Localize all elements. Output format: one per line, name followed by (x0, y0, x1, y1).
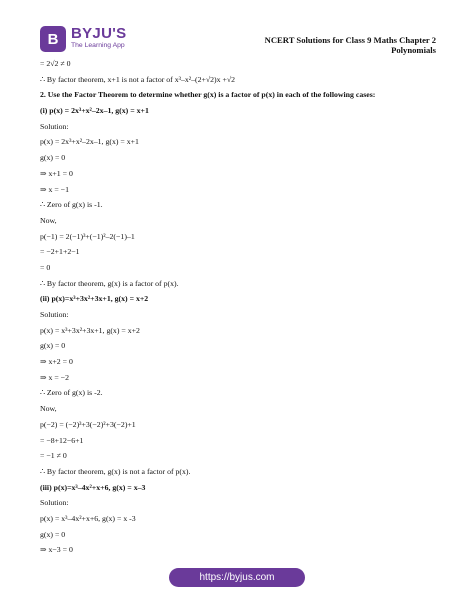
text-line: p(x) = 2x³+x²–2x–1, g(x) = x+1 (40, 137, 139, 147)
text-line: ∴ By factor theorem, g(x) is a factor of p(x). (40, 278, 179, 288)
byjus-logo (40, 26, 126, 52)
text-line: p(−1) = 2(−1)³+(−1)²–2(−1)–1 (40, 231, 135, 241)
brand-tagline: The Learning App (71, 42, 125, 49)
text-line: Now, (40, 215, 57, 225)
text-line: ∴ By factor theorem, g(x) is not a factor of p(x). (40, 466, 191, 476)
text-line: = −2+1+2−1 (40, 247, 80, 257)
solution-label: Solution: (40, 498, 69, 508)
page-content (40, 56, 440, 558)
text-line: ⇒ x−3 = 0 (40, 545, 73, 555)
text-line: ∴ Zero of g(x) is -2. (40, 388, 103, 398)
brand-name: BYJU'S (71, 25, 127, 42)
text-line: ⇒ x+1 = 0 (40, 168, 73, 178)
text-line: p(x) = x³–4x²+x+6, g(x) = x -3 (40, 513, 136, 523)
text-line: = 2√2 ≠ 0 (40, 59, 71, 68)
text-line: g(x) = 0 (40, 153, 66, 163)
text-line: g(x) = 0 (40, 529, 66, 539)
text-line: ⇒ x+2 = 0 (40, 357, 73, 367)
text-line: = −1 ≠ 0 (40, 451, 67, 461)
text-line: = −8+12−6+1 (40, 435, 84, 445)
document-header (265, 35, 436, 55)
question-part: (ii) p(x)=x³+3x²+3x+1, g(x) = x+2 (40, 294, 149, 304)
question-part: (iii) p(x)=x³–4x²+x+6, g(x) = x–3 (40, 482, 146, 492)
text-line: Now, (40, 404, 57, 414)
header-title: NCERT Solutions for Class 9 Maths Chapter 2 (264, 35, 436, 45)
text-line: p(x) = x³+3x²+3x+1, g(x) = x+2 (40, 325, 140, 335)
text-line: ⇒ x = −2 (40, 372, 69, 382)
question-part: (i) p(x) = 2x³+x²–2x–1, g(x) = x+1 (40, 106, 149, 116)
text-line: ∴ Zero of g(x) is -1. (40, 200, 103, 210)
text-line: g(x) = 0 (40, 341, 66, 351)
text-line: ∴ By factor theorem, x+1 is not a factor of x³–x²–(2+√2)x +√2 (40, 74, 236, 84)
text-line: ⇒ x = −1 (40, 184, 69, 194)
solution-label: Solution: (40, 310, 69, 319)
text-line: = 0 (40, 262, 51, 272)
byjus-logo-mark: B (40, 26, 66, 52)
website-link[interactable]: https://byjus.com (169, 568, 305, 587)
text-line: p(−2) = (−2)³+3(−2)²+3(−2)+1 (40, 419, 136, 429)
header-subtitle: Polynomials (391, 45, 436, 55)
question-heading: 2. Use the Factor Theorem to determine whether g(x) is a factor of p(x) in each of the following cases: (40, 90, 376, 100)
solution-label: Solution: (40, 121, 69, 131)
